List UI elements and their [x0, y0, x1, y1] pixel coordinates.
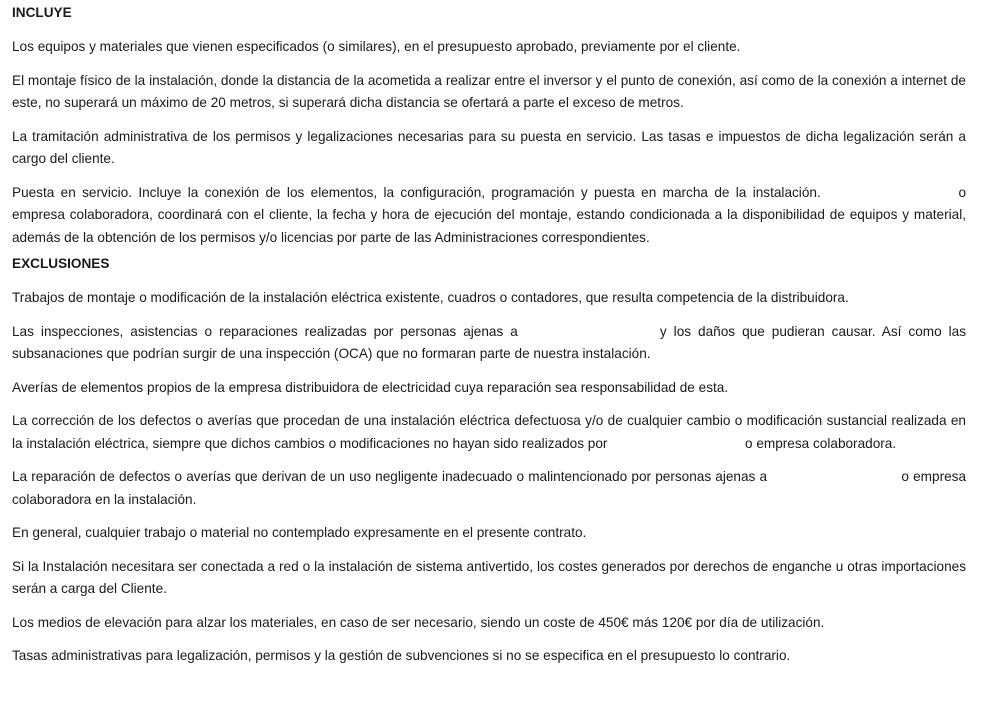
incluye-item-equipos: Los equipos y materiales que vienen especificados (o similares), en el presupuesto aprobado, previamente por el cliente.	[12, 39, 741, 54]
puesta-text-1: Puesta en servicio. Incluye la conexión de los elementos, la configuración, programación y puesta en marcha de la instalación.	[12, 184, 821, 200]
exclusion-averias: Averías de elementos propios de la empresa distribuidora de electricidad cuya reparación sea responsabilidad de esta.	[12, 379, 729, 395]
reparacion-text-2: o empresa colaboradora en la instalación.	[12, 469, 967, 507]
exclusion-inspecciones	[12, 321, 966, 366]
incluye-item-montaje: El montaje físico de la instalación, donde la distancia de la acometida a realizar entre el inversor y el punto de conexión, así como de la conexión a internet de este, no superará un máximo de 20 metros, si superará dicha distancia se ofertará a parte el exceso de metros.	[12, 72, 966, 110]
incluye-item-puesta-en-servicio	[12, 182, 966, 250]
exclusion-elevacion: Los medios de elevación para alzar los materiales, en caso de ser necesario, siendo un coste de 450€ más 120€ por día de utilización.	[12, 614, 825, 630]
exclusiones-heading: EXCLUSIONES	[12, 256, 110, 271]
exclusion-reparacion	[12, 466, 966, 511]
correccion-text-1: La corrección de los defectos o averías que procedan de una instalación eléctrica defectuosa y/o de cualquier cambio o modificación sustancial realizada en la instalación eléctrica, siempre que dichos cambios o modificaciones no hayan sido realizados por	[12, 413, 966, 451]
inspecciones-text-1: Las inspecciones, asistencias o reparaciones realizadas por personas ajenas a	[12, 323, 518, 339]
inspecciones-text-2: y los daños que pudieran causar. Así como las subsanaciones que podrían surgir de una inspección (OCA) que no formaran parte de nuestra instalación.	[12, 323, 967, 361]
incluye-item-tramitacion: La tramitación administrativa de los permisos y legalizaciones necesarias para su puesta en servicio. Las tasas e impuestos de dicha legalización serán a cargo del cliente.	[12, 128, 966, 166]
incluye-heading: INCLUYE	[12, 5, 72, 20]
reparacion-text-1: La reparación de defectos o averías que derivan de un uso negligente inadecuado o malintencionado por personas ajenas a	[12, 469, 768, 484]
exclusion-correccion	[12, 410, 966, 455]
correccion-text-2: o empresa colaboradora.	[745, 435, 897, 451]
puesta-text-2: o empresa colaboradora, coordinará con el cliente, la fecha y hora de ejecución del montaje, estando condicionada a la disponibilidad de equipos y material, además de la obtención de los permisos y/o licencias por parte de las Administraciones correspondientes.	[12, 184, 966, 245]
exclusion-tasas: Tasas administrativas para legalización, permisos y la gestión de subvenciones si no se especifica en el presupuesto lo contrario.	[12, 648, 791, 663]
exclusion-conexion-red: Si la Instalación necesitara ser conectada a red o la instalación de sistema antivertido, los costes generados por derechos de enganche u otras importaciones serán a carga del Cliente.	[12, 558, 966, 596]
exclusion-trabajos: Trabajos de montaje o modificación de la instalación eléctrica existente, cuadros o contadores, que resulta competencia de la distribuidora.	[12, 290, 849, 305]
exclusion-general: En general, cualquier trabajo o material no contemplado expresamente en el presente contrato.	[12, 525, 587, 540]
